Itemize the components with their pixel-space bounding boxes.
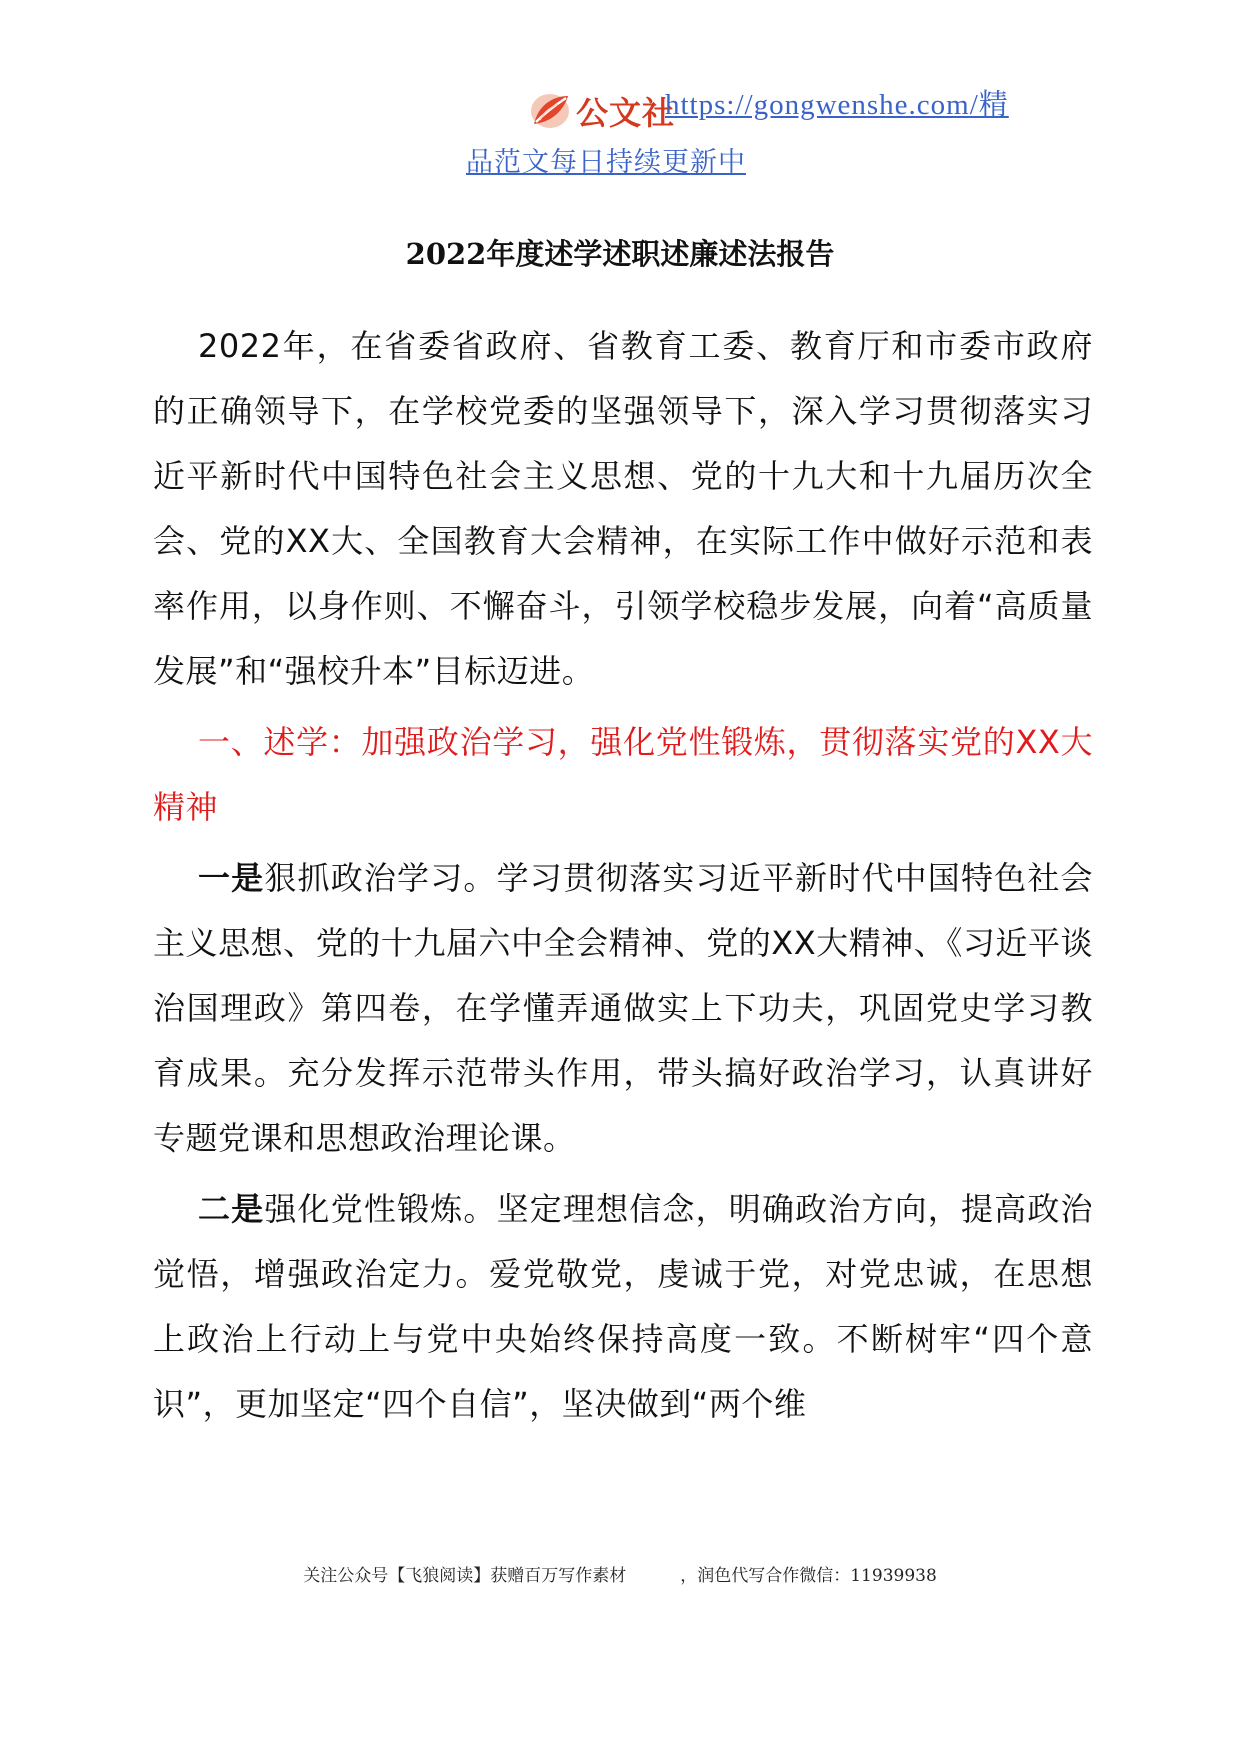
page-footer: 关注公众号【飞狼阅读】获赠百万写作素材 ，润色代写合作微信：11939938	[303, 1566, 937, 1586]
point-two-lead: 二是	[198, 1190, 265, 1228]
section-heading: 一、述学：加强政治学习，强化党性锻炼，贯彻落实党的XX大精神	[153, 723, 1093, 826]
leaf-logo-icon	[528, 90, 572, 132]
point-two-text: 强化党性锻炼。坚定理想信念，明确政治方向，提高政治觉悟，增强政治定力。爱党敬党，虔诚于党，对党忠诚，在思想上政治上行动上与党中央始终保持高度一致。不断树牢“四个意识”，更加坚定“四个自信”，坚决做到“两个维	[153, 1190, 1093, 1423]
point-one-text: 狠抓政治学习。学习贯彻落实习近平新时代中国特色社会主义思想、党的十九届六中全会精神、党的XX大精神、《习近平谈治国理政》第四卷，在学懂弄通做实上下功夫，巩固党史学习教育成果。充分发挥示范带头作用，带头搞好政治学习，认真讲好专题党课和思想政治理论课。	[153, 859, 1093, 1157]
point-two-paragraph	[153, 1177, 1093, 1437]
point-one-paragraph	[153, 846, 1093, 1171]
point-one-lead: 一是	[198, 859, 265, 897]
page-header	[0, 78, 1240, 188]
site-logo[interactable]	[528, 88, 678, 132]
document-title: 2022年度述学述职述廉述法报告	[405, 237, 835, 271]
logo-text: 公文社	[576, 94, 676, 132]
site-url-link[interactable]: https://gongwenshe.com/精	[665, 89, 1009, 121]
site-slogan-link[interactable]: 品范文每日持续更新中	[466, 147, 746, 178]
document-body	[153, 314, 1093, 1437]
intro-paragraph: 2022年，在省委省政府、省教育工委、教育厅和市委市政府的正确领导下，在学校党委的坚强领导下，深入学习贯彻落实习近平新时代中国特色社会主义思想、党的十九大和十九届历次全会、党的XX大、全国教育大会精神，在实际工作中做好示范和表率作用，以身作则、不懈奋斗，引领学校稳步发展，向着“高质量发展”和“强校升本”目标迈进。	[153, 327, 1093, 690]
